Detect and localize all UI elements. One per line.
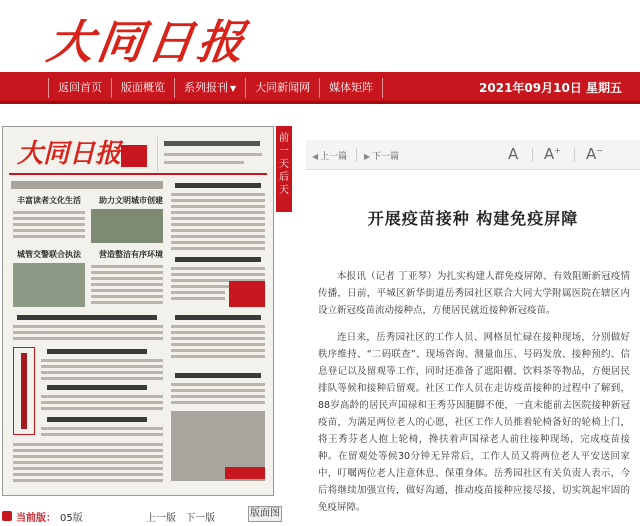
nav-item-media-matrix[interactable] [320, 78, 383, 98]
body-line [171, 355, 265, 358]
font-decrease-label: A [586, 145, 597, 163]
body-line [41, 433, 163, 436]
page-icon [2, 511, 12, 521]
toolbar-divider [574, 148, 575, 162]
nav-item-overview[interactable] [112, 78, 175, 98]
headline: 城管交警联合执法 [17, 250, 81, 259]
newspaper-page-image[interactable] [2, 126, 274, 496]
body-line [171, 273, 265, 276]
body-line [13, 467, 163, 470]
body-line [171, 349, 265, 352]
body-line [171, 383, 265, 386]
body-line [13, 449, 163, 452]
nav-item-news-site[interactable] [246, 78, 320, 98]
next-article-button[interactable] [364, 149, 399, 162]
chevron-left-icon: ◀ [312, 152, 319, 161]
body-line [171, 217, 265, 220]
headline-bar [47, 417, 147, 422]
nav-menu [48, 78, 383, 98]
body-line [91, 265, 163, 268]
next-article-label: 下一篇 [372, 152, 400, 162]
ad-block [229, 281, 265, 307]
side-tab-char: 一 [279, 146, 289, 157]
newspaper-header-teasers [157, 137, 267, 171]
side-tab-char: 天 [279, 159, 289, 170]
ad-block [225, 467, 265, 479]
body-line [41, 365, 163, 368]
body-line [171, 325, 265, 328]
body-line [171, 343, 265, 346]
current-page-indicator [16, 509, 83, 524]
masthead [0, 0, 640, 72]
site-logo[interactable]: 大同日报 [43, 15, 252, 69]
headline-bar [175, 257, 261, 262]
prev-article-button[interactable] [312, 149, 347, 162]
body-line [171, 205, 265, 208]
current-date: 2021年09月10日 星期五 [479, 81, 622, 95]
chevron-right-icon: ▶ [364, 152, 371, 161]
body-line [171, 199, 265, 202]
body-line [41, 359, 163, 362]
font-increase-label: A [544, 145, 555, 163]
current-page-label: 当前版： [16, 513, 56, 524]
nav-item-label: 大同新闻网 [255, 81, 311, 94]
headline-bar [175, 373, 261, 378]
body-line [13, 235, 85, 238]
body-line [91, 301, 163, 304]
article-paragraph: 本报讯（记者 丁亚琴）为扎实构建人群免疫屏障、有效阻断新冠疫情传播，日前，平城区新华街道岳秀园社区联合大同大学附属医院在辖区内设立新冠疫苗流动接种点，方便居民就近接种新冠疫苗。 [318, 271, 630, 316]
font-normal-label: A [508, 145, 519, 163]
body-line [13, 461, 163, 464]
body-line [13, 229, 85, 232]
font-decrease-button[interactable] [586, 145, 603, 163]
body-line [91, 277, 163, 280]
body-line [171, 285, 231, 288]
current-page-value: 05版 [60, 513, 83, 524]
body-line [171, 395, 265, 398]
body-line [41, 395, 163, 398]
body-line [41, 407, 163, 410]
headline: 丰富读者文化生活 [17, 196, 81, 205]
headline-bar [17, 315, 157, 320]
body-line [13, 337, 163, 340]
vertical-title-bar [21, 353, 27, 429]
newspaper-logo: 大同日报 [17, 139, 122, 169]
article-toolbar [306, 140, 640, 170]
body-line [13, 473, 163, 476]
body-line [91, 295, 163, 298]
body-line [171, 193, 265, 196]
nav-item-label: 版面概览 [121, 81, 165, 94]
article-panel [306, 140, 640, 524]
page-overview-button[interactable]: 版面图 [248, 506, 282, 522]
newspaper-date-line [11, 181, 163, 189]
teaser-line [164, 153, 262, 156]
body-line [41, 427, 163, 430]
body-line [171, 401, 265, 404]
body-line [13, 331, 163, 334]
page-badge [121, 145, 147, 167]
body-line [13, 479, 163, 482]
body-line [171, 337, 265, 340]
body-line [171, 297, 225, 300]
plus-icon: + [554, 146, 561, 155]
headline-bar [175, 183, 261, 188]
body-line [13, 223, 85, 226]
font-normal-button[interactable] [508, 145, 518, 163]
toolbar-divider [356, 148, 357, 162]
nav-item-home[interactable] [48, 78, 112, 98]
teaser-line [164, 141, 260, 146]
body-line [41, 371, 163, 374]
side-page-tab[interactable] [276, 126, 292, 212]
headline: 助力文明城市创建 [99, 196, 163, 205]
body-line [171, 331, 265, 334]
body-line [41, 401, 163, 404]
body-line [91, 289, 163, 292]
font-increase-button[interactable] [544, 145, 561, 163]
body-line [13, 211, 85, 214]
body-line [91, 271, 163, 274]
nav-item-label: 系列报刊 [184, 81, 228, 94]
top-nav-bar [0, 72, 640, 104]
side-tab-char: 前 [279, 133, 289, 144]
body-line [91, 283, 163, 286]
body-line [171, 291, 225, 294]
body-line [171, 229, 265, 232]
minus-icon: − [596, 146, 603, 155]
body-line [13, 443, 163, 446]
body-line [41, 377, 163, 380]
headline-bar [47, 349, 147, 354]
body-line [171, 247, 265, 250]
next-page-link[interactable]: 下一版 [185, 513, 216, 524]
headline: 营造整洁有序环境 [99, 250, 163, 259]
prev-page-link[interactable]: 上一版 [146, 513, 176, 524]
side-tab-char: 后 [279, 172, 289, 183]
body-line [171, 267, 265, 270]
body-line [171, 241, 265, 244]
teaser-line [164, 161, 244, 164]
body-line [13, 217, 85, 220]
article-title: 开展疫苗接种 构建免疫屏障 [367, 209, 579, 228]
news-photo [13, 263, 85, 307]
newspaper-masthead [9, 131, 267, 175]
side-tab-char: 天 [279, 185, 289, 196]
nav-item-series[interactable] [175, 78, 246, 98]
body-line [171, 389, 265, 392]
nav-item-label: 返回首页 [58, 81, 102, 94]
body-line [171, 223, 265, 226]
body-line [13, 325, 163, 328]
article-paragraph: 连日来，岳秀园社区的工作人员、网格员忙碌在接种现场，分别做好秩序维持、“二码联查”、现场咨询、测量血压、号码发放、接种预约、信息登记以及留观等工作，同时还准备了遮阳棚、饮料茶等物品，方便居民排队等候和接种后留观。社区工作人员在走访疫苗接种的过程中了解到，88岁高龄的居民声国禄和王秀芬因腿脚不便，一直未能前去医院接种新冠疫苗，为满足两位老人的心愿，社区工作人员推着轮椅备好的轮椅上门，将王秀芬老人抱上轮椅，搀扶着声国禄老人前往接种现场，完成疫苗接种。在留观处等候30分钟无异常后，工作人员又将两位老人平安送回家中，叮嘱两位老人注意休息、保重身体。岳秀园社区有关负责人表示，今后将继续加强宣传，做好沟通，推动疫苗接种应接尽接，切实筑起牢固的免疫屏障。 [318, 332, 630, 513]
body-line [171, 235, 265, 238]
prev-article-label: 上一篇 [320, 152, 348, 162]
body-line [13, 455, 163, 458]
headline-bar [47, 385, 147, 390]
headline-bar [175, 315, 261, 320]
body-line [171, 211, 265, 214]
toolbar-divider [532, 148, 533, 162]
nav-item-label: 媒体矩阵 [329, 81, 374, 94]
article-body [318, 268, 630, 526]
page-pager [146, 509, 221, 524]
news-photo [91, 209, 163, 243]
chevron-down-icon: ▼ [230, 84, 237, 93]
